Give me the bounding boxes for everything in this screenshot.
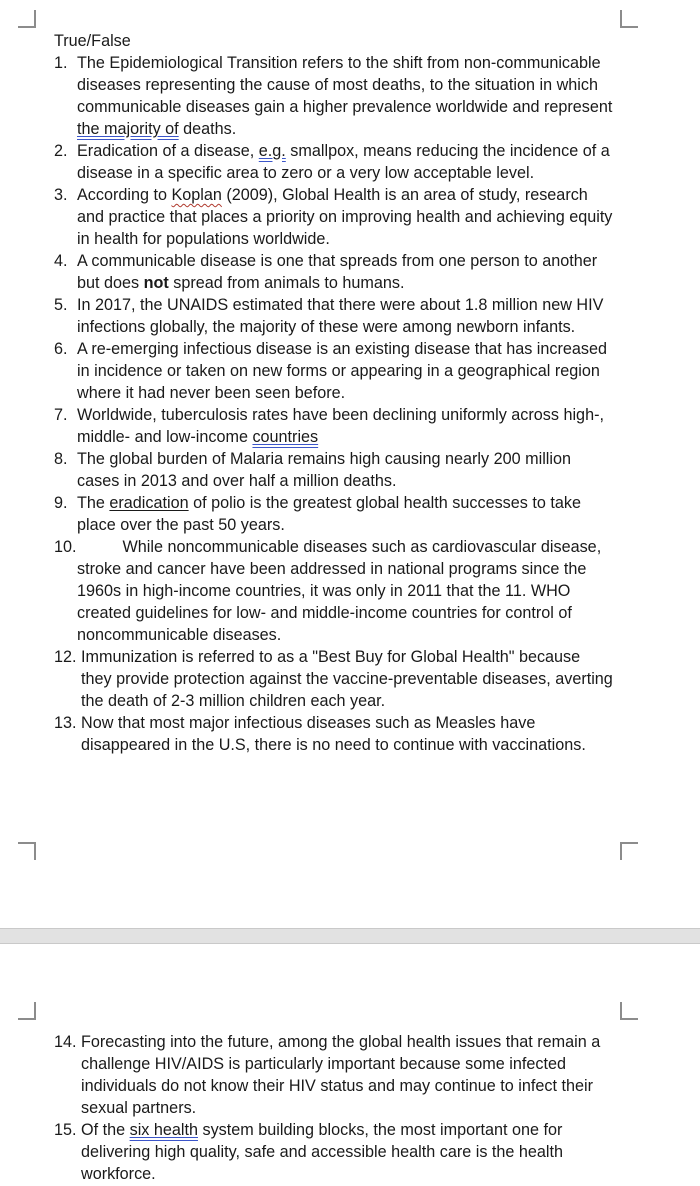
- true-false-list: [54, 52, 614, 756]
- item-text: Forecasting into the future, among the global health issues that remain a challenge HIV/AIDS is particularly important because some infected individuals do not know their HIV status and may continue to infect their sexual partners.: [81, 1033, 601, 1117]
- item-number: 15.: [54, 1121, 77, 1139]
- marked-text: Koplan: [171, 186, 222, 204]
- item-text: While noncommunicable diseases such as cardiovascular disease, stroke and cancer have been addressed in national programs since the 1960s in high-income countries, it was only in 2011 that the 11. WHO created guidelines for low- and middle-income countries for control of noncommunicable diseases.: [77, 538, 602, 644]
- item-number: 12.: [54, 648, 77, 666]
- item-text: According to: [77, 186, 172, 204]
- item-number: 7.: [54, 406, 68, 424]
- list-item: [54, 712, 614, 756]
- list-item: [54, 294, 614, 338]
- marked-text: not: [143, 274, 169, 292]
- list-item: [54, 338, 614, 404]
- list-item: [54, 52, 614, 140]
- margin-corner-top-right: [620, 1002, 638, 1020]
- item-number: 14.: [54, 1033, 77, 1051]
- document-page-2: [0, 944, 700, 1186]
- page-break: [0, 928, 700, 944]
- list-item: [54, 1031, 614, 1119]
- item-text: smallpox, means reducing the incidence of a disease in a specific area to zero or a very low acceptable level.: [77, 142, 610, 182]
- item-text: The Epidemiological Transition refers to the shift from non-communicable diseases representing the cause of most deaths, to the situation in which communicable diseases gain a higher prevalence worldwide and represent: [77, 54, 613, 116]
- list-item: [54, 140, 614, 184]
- margin-corner-bottom-right: [620, 842, 638, 860]
- true-false-list-continued: [54, 1031, 614, 1185]
- item-text: (2009), Global Health is an area of study, research and practice that places a priority on improving health and achieving equity in health for populations worldwide.: [77, 186, 613, 248]
- item-text: A communicable disease is one that spreads from one person to another but does: [77, 252, 598, 292]
- section-heading: True/False: [54, 32, 131, 50]
- item-text: of polio is the greatest global health successes to take place over the past 50 years.: [77, 494, 581, 534]
- marked-text: countries: [252, 428, 319, 446]
- marked-text: e.g.: [258, 142, 286, 160]
- margin-corner-bottom-left: [18, 842, 36, 860]
- item-text: The: [77, 494, 110, 512]
- item-number: 4.: [54, 252, 68, 270]
- item-text: deaths.: [178, 120, 237, 138]
- list-item: [54, 404, 614, 448]
- item-number: 1.: [54, 54, 68, 72]
- margin-corner-top-left: [18, 1002, 36, 1020]
- item-number: 5.: [54, 296, 68, 314]
- item-text: The global burden of Malaria remains high causing nearly 200 million cases in 2013 and over half a million deaths.: [77, 450, 571, 490]
- item-text: spread from animals to humans.: [168, 274, 405, 292]
- document-body: [54, 30, 614, 756]
- item-number: 6.: [54, 340, 68, 358]
- item-number: 8.: [54, 450, 68, 468]
- item-number: 3.: [54, 186, 68, 204]
- list-item: [54, 492, 614, 536]
- item-text: Now that most major infectious diseases such as Measles have disappeared in the U.S, there is no need to continue with vaccinations.: [81, 714, 586, 754]
- item-text: Immunization is referred to as a "Best Buy for Global Health" because they provide protection against the vaccine-preventable diseases, averting the death of 2-3 million children each year.: [81, 648, 613, 710]
- list-item: [54, 184, 614, 250]
- margin-corner-top-right: [620, 10, 638, 28]
- item-text: In 2017, the UNAIDS estimated that there were about 1.8 million new HIV infections globally, the majority of these were among newborn infants.: [77, 296, 604, 336]
- document-body-continued: [54, 1031, 614, 1185]
- marked-text: eradication: [109, 494, 189, 512]
- item-text: Of the: [81, 1121, 130, 1139]
- list-item: [54, 646, 614, 712]
- list-item: [54, 1119, 614, 1185]
- item-text: Eradication of a disease,: [77, 142, 259, 160]
- list-item: [54, 448, 614, 492]
- marked-text: six health: [129, 1121, 198, 1139]
- item-text: system building blocks, the most important one for delivering high quality, safe and accessible health care is the health workforce.: [81, 1121, 564, 1183]
- list-item: [54, 536, 614, 646]
- item-number: 10.: [54, 538, 77, 556]
- margin-corner-top-left: [18, 10, 36, 28]
- list-item: [54, 250, 614, 294]
- item-number: 13.: [54, 714, 77, 732]
- item-number: 9.: [54, 494, 68, 512]
- marked-text: the majority of: [77, 120, 179, 138]
- item-text: Worldwide, tuberculosis rates have been declining uniformly across high-, middle- and low-income: [77, 406, 604, 446]
- item-number: 2.: [54, 142, 68, 160]
- item-text: A re-emerging infectious disease is an existing disease that has increased in incidence or taken on new forms or appearing in a geographical region where it had never been seen before.: [77, 340, 607, 402]
